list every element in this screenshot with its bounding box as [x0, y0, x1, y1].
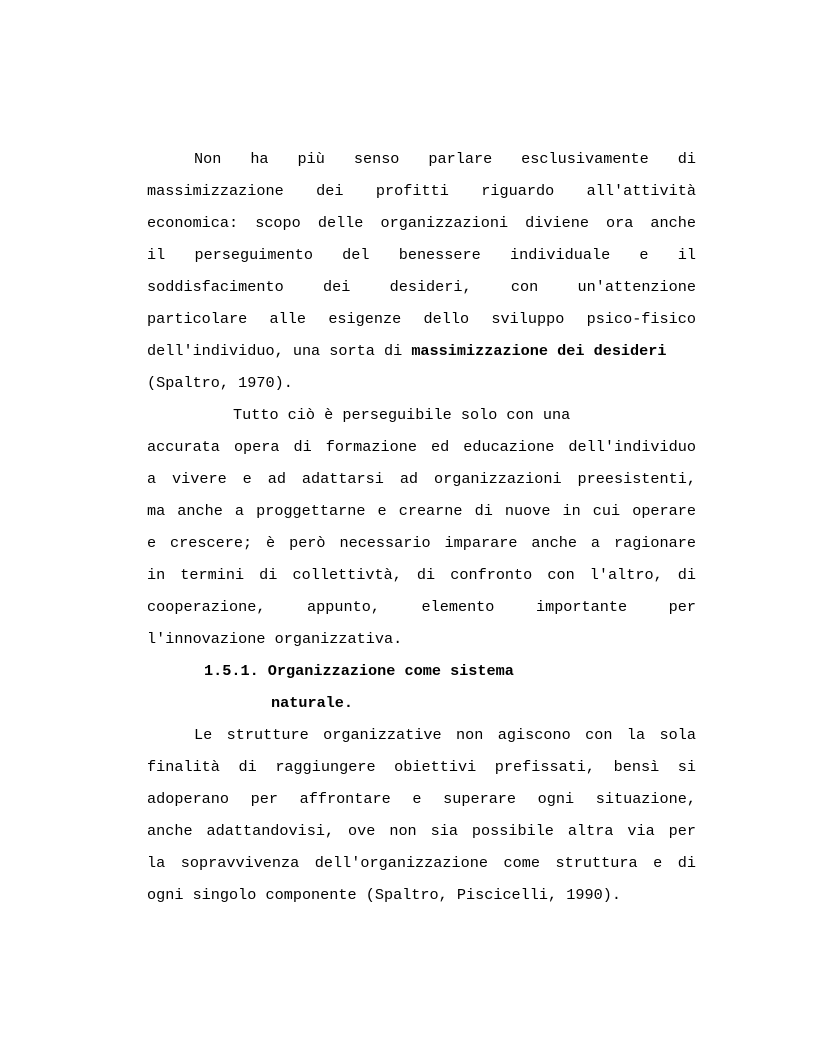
text-line: in termini di collettivtà, di confronto con l'altro, di	[147, 566, 696, 584]
text-line: la sopravvivenza dell'organizzazione come struttura e di	[147, 854, 696, 872]
text-line: ogni singolo componente (Spaltro, Piscicelli, 1990).	[147, 886, 621, 904]
text-line: accurata opera di formazione ed educazione dell'individuo	[147, 438, 696, 456]
text-line: a vivere e ad adattarsi ad organizzazioni preesistenti,	[147, 470, 696, 488]
text-line: adoperano per affrontare e superare ogni situazione,	[147, 790, 696, 808]
paragraph-natural-system	[147, 719, 696, 911]
section-heading-line: 1.5.1. Organizzazione come sistema	[204, 662, 514, 680]
section-heading-line: naturale.	[271, 694, 354, 712]
text-line: Non ha più senso parlare esclusivamente di	[194, 150, 696, 168]
citation-line: (Spaltro, 1970).	[147, 374, 293, 392]
text-line-prefix: dell'individuo, una sorta di	[147, 342, 412, 360]
text-line: cooperazione, appunto, elemento importante per	[147, 598, 696, 616]
section-heading	[147, 655, 696, 719]
text-line: finalità di raggiungere obiettivi prefissati, bensì si	[147, 758, 696, 776]
document-page	[147, 143, 696, 911]
text-line: Le strutture organizzative non agiscono con la sola	[194, 726, 696, 744]
text-line: ma anche a proggettarne e crearne di nuove in cui operare	[147, 502, 696, 520]
text-line: massimizzazione dei profitti riguardo all'attività	[147, 182, 696, 200]
text-line: particolare alle esigenze dello sviluppo psico-fisico	[147, 310, 696, 328]
paragraph-profit-maximization	[147, 143, 696, 399]
text-line: e crescere; è però necessario imparare anche a ragionare	[147, 534, 696, 552]
text-line: l'innovazione organizzativa.	[147, 630, 403, 648]
text-line: soddisfacimento dei desideri, con un'attenzione	[147, 278, 696, 296]
paragraph-training	[147, 399, 696, 655]
text-line: il perseguimento del benessere individuale e il	[147, 246, 696, 264]
text-line: Tutto ciò è perseguibile solo con una	[233, 406, 571, 424]
text-line: economica: scopo delle organizzazioni diviene ora anche	[147, 214, 696, 232]
text-line	[147, 335, 696, 367]
text-line: anche adattandovisi, ove non sia possibile altra via per	[147, 822, 696, 840]
bold-term: massimizzazione dei desideri	[411, 342, 667, 360]
